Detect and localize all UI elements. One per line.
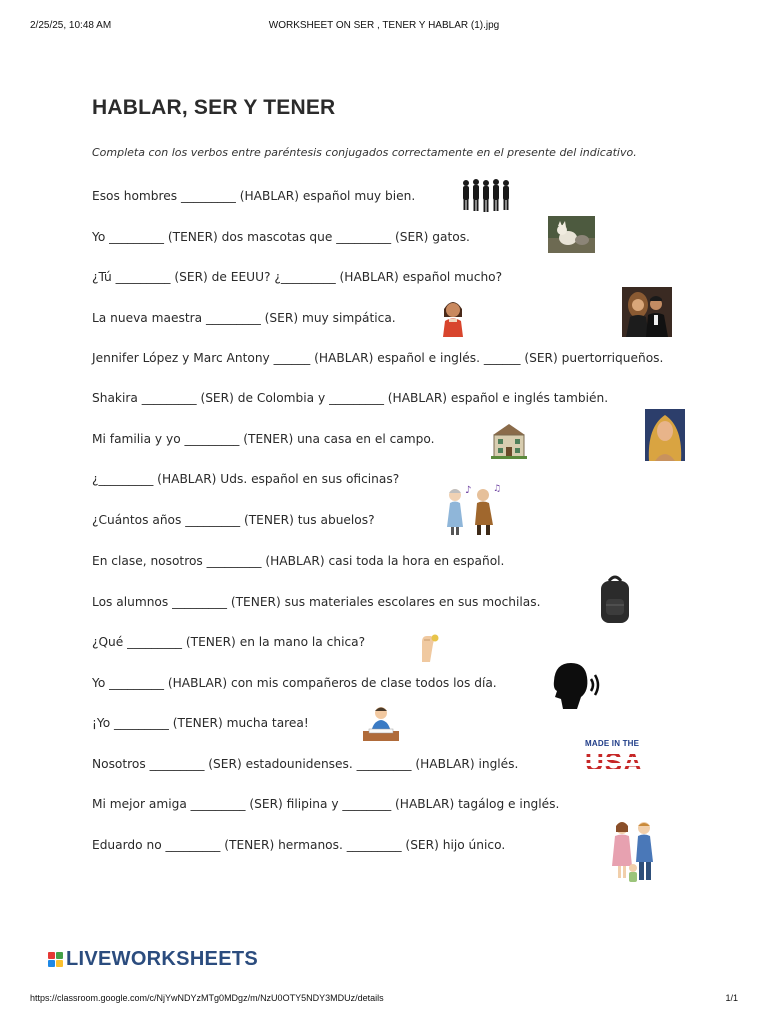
exercise-line-10: En clase, nosotros _________ (HABLAR) casi toda la hora en español. [92,554,505,568]
svg-text:♫: ♫ [493,484,502,494]
exercise-line-13: Yo _________ (HABLAR) con mis compañeros de clase todos los día. [92,676,497,690]
exercise-line-3: ¿Tú _________ (SER) de EEUU? ¿_________ (HABLAR) español mucho? [92,270,503,284]
shakira-photo-icon [645,409,685,461]
celebrity-couple-photo-icon [622,287,672,337]
exercise-line-1: Esos hombres _________ (HABLAR) español muy bien. [92,189,416,203]
worksheet-instructions: Completa con los verbos entre paréntesis conjugados correctamente en el presente del indicativo. [92,146,637,159]
house-icon [489,421,529,459]
made-in-usa-top: MADE IN THE [585,739,640,748]
cat-photo-icon [548,216,595,253]
exercise-line-9: ¿Cuántos años _________ (TENER) tus abuelos? [92,513,375,527]
made-in-usa-badge [585,739,641,781]
teacher-icon [440,297,466,337]
svg-text:♪: ♪ [465,485,472,496]
worksheet-title: HABLAR, SER Y TENER [92,96,336,119]
made-in-usa-bottom: USA [585,747,643,777]
speaking-head-icon [551,661,603,711]
backpack-icon [597,575,633,625]
print-header [0,20,768,34]
exercise-line-4: La nueva maestra _________ (SER) muy simpática. [92,311,396,325]
hand-holding-item-icon [416,626,442,662]
exercise-line-17: Eduardo no _________ (TENER) hermanos. _________ (SER) hijo único. [92,838,506,852]
men-silhouettes-icon [460,178,512,214]
exercise-line-16: Mi mejor amiga _________ (SER) filipina y ________ (HABLAR) tagálog e inglés. [92,797,560,811]
exercise-line-7: Mi familia y yo _________ (TENER) una casa en el campo. [92,432,435,446]
print-date: 2/25/25, 10:48 AM [30,20,112,31]
exercise-line-11: Los alumnos _________ (TENER) sus materiales escolares en sus mochilas. [92,595,541,609]
family-icon [608,818,658,884]
exercise-line-15: Nosotros _________ (SER) estadounidenses. _________ (HABLAR) inglés. [92,757,519,771]
print-url: https://classroom.google.com/c/NjYwNDYzMTg0MDgz/m/NzU0OTY5NDY3MDUz/details [30,993,384,1003]
exercise-line-2: Yo _________ (TENER) dos mascotas que _________ (SER) gatos. [92,230,470,244]
logo-text: LIVEWORKSHEETS [66,948,258,970]
grandparents-dancing-icon [441,483,503,537]
print-page-number: 1/1 [725,993,738,1003]
exercise-line-12: ¿Qué _________ (TENER) en la mano la chica? [92,635,366,649]
print-document-title: WORKSHEET ON SER , TENER Y HABLAR (1).jpg [268,20,500,31]
exercise-line-6: Shakira _________ (SER) de Colombia y _________ (HABLAR) español e inglés también. [92,391,609,405]
exercise-line-14: ¡Yo _________ (TENER) mucha tarea! [92,716,309,730]
print-footer [0,993,768,1007]
exercise-line-5: Jennifer López y Marc Antony ______ (HABLAR) español e inglés. ______ (SER) puertorriqueños. [92,351,664,365]
logo-grid-icon [48,952,64,968]
exercise-line-8: ¿_________ (HABLAR) Uds. español en sus oficinas? [92,472,400,486]
student-homework-icon [357,703,405,743]
